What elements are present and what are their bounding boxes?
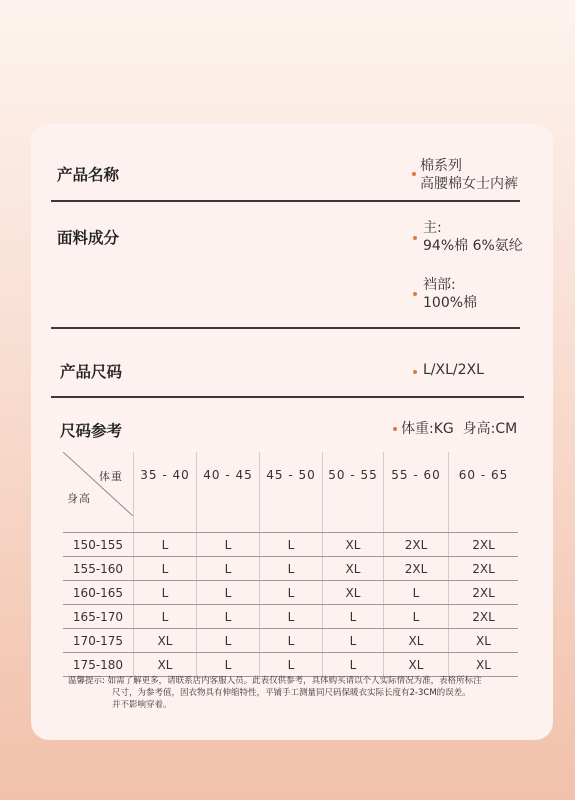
size-cell: L bbox=[260, 581, 323, 605]
bullet-dot bbox=[412, 172, 416, 176]
size-cell: L bbox=[260, 533, 323, 557]
fabric-main-value: 94%棉 6%氨纶 bbox=[423, 238, 523, 254]
weight-header: 50 - 55 bbox=[323, 452, 384, 533]
size-cell: L bbox=[260, 653, 323, 677]
bullet-dot bbox=[413, 292, 417, 296]
size-cell: L bbox=[197, 605, 260, 629]
weight-header: 60 - 65 bbox=[449, 452, 519, 533]
corner-weight-label: 体重 bbox=[99, 470, 123, 483]
size-cell: L bbox=[384, 581, 449, 605]
size-cell: 2XL bbox=[384, 533, 449, 557]
size-cell: L bbox=[323, 653, 384, 677]
size-table bbox=[63, 452, 518, 677]
weight-header: 40 - 45 bbox=[197, 452, 260, 533]
height-cell: 155-160 bbox=[63, 557, 134, 581]
product-name-line1: 棉系列 bbox=[420, 158, 462, 174]
size-cell: L bbox=[134, 605, 197, 629]
size-cell: L bbox=[134, 533, 197, 557]
size-ref-label: 尺码参考 bbox=[60, 422, 123, 440]
height-cell: 175-180 bbox=[63, 653, 134, 677]
size-cell: XL bbox=[323, 581, 384, 605]
weight-header: 55 - 60 bbox=[384, 452, 449, 533]
size-cell: L bbox=[197, 557, 260, 581]
fabric-crotch-title: 裆部: bbox=[423, 277, 456, 293]
size-cell: L bbox=[260, 605, 323, 629]
size-cell: L bbox=[323, 629, 384, 653]
height-cell: 165-170 bbox=[63, 605, 134, 629]
table-row bbox=[63, 605, 518, 629]
fabric-crotch-value: 100%棉 bbox=[423, 295, 478, 311]
bullet-dot bbox=[413, 236, 417, 240]
bullet-dot bbox=[413, 370, 417, 374]
size-cell: 2XL bbox=[449, 557, 519, 581]
size-cell: XL bbox=[384, 653, 449, 677]
fabric-label: 面料成分 bbox=[57, 229, 120, 247]
notice-text bbox=[68, 675, 508, 711]
size-cell: XL bbox=[323, 557, 384, 581]
divider bbox=[51, 327, 520, 329]
table-row bbox=[63, 653, 518, 677]
size-label: 产品尺码 bbox=[60, 363, 123, 381]
product-name-label: 产品名称 bbox=[57, 166, 120, 184]
notice-line: 尺寸，为参考值，因衣物具有伸缩特性，平铺手工测量同尺码保暖衣实际长度有2-3CM的误差。 bbox=[112, 688, 471, 698]
size-cell: L bbox=[134, 557, 197, 581]
notice-line: 并不影响穿着。 bbox=[112, 700, 172, 710]
table-corner bbox=[63, 452, 134, 533]
size-cell: L bbox=[197, 533, 260, 557]
weight-header: 45 - 50 bbox=[260, 452, 323, 533]
corner-height-label: 身高 bbox=[67, 492, 91, 505]
size-cell: L bbox=[260, 557, 323, 581]
diagonal-line bbox=[63, 452, 133, 516]
size-cell: XL bbox=[449, 629, 519, 653]
fabric-main-title: 主: bbox=[423, 220, 442, 236]
height-cell: 150-155 bbox=[63, 533, 134, 557]
divider bbox=[51, 200, 520, 202]
size-cell: XL bbox=[134, 629, 197, 653]
size-ref-unit: 体重:KG 身高:CM bbox=[401, 421, 518, 437]
size-cell: 2XL bbox=[384, 557, 449, 581]
notice-line: 温馨提示: 如需了解更多，请联系店内客服人员。此表仅供参考，具体购买请以个人实际情况为准，表格所标注 bbox=[68, 676, 482, 686]
size-cell: L bbox=[197, 653, 260, 677]
size-cell: L bbox=[134, 581, 197, 605]
size-cell: 2XL bbox=[449, 533, 519, 557]
size-cell: XL bbox=[384, 629, 449, 653]
weight-header: 35 - 40 bbox=[134, 452, 197, 533]
size-value: L/XL/2XL bbox=[423, 362, 484, 378]
table-row bbox=[63, 629, 518, 653]
size-cell: L bbox=[260, 629, 323, 653]
height-cell: 170-175 bbox=[63, 629, 134, 653]
size-cell: XL bbox=[134, 653, 197, 677]
bullet-dot bbox=[393, 427, 397, 431]
size-cell: XL bbox=[323, 533, 384, 557]
size-cell: L bbox=[323, 605, 384, 629]
table-row bbox=[63, 557, 518, 581]
size-cell: L bbox=[197, 629, 260, 653]
size-cell: XL bbox=[449, 653, 519, 677]
size-cell: 2XL bbox=[449, 605, 519, 629]
size-cell: L bbox=[384, 605, 449, 629]
table-row bbox=[63, 581, 518, 605]
table-row bbox=[63, 533, 518, 557]
height-cell: 160-165 bbox=[63, 581, 134, 605]
table-header-row bbox=[63, 452, 518, 533]
divider bbox=[51, 396, 524, 398]
size-cell: L bbox=[197, 581, 260, 605]
product-name-line2: 高腰棉女士内裤 bbox=[420, 176, 518, 192]
size-cell: 2XL bbox=[449, 581, 519, 605]
